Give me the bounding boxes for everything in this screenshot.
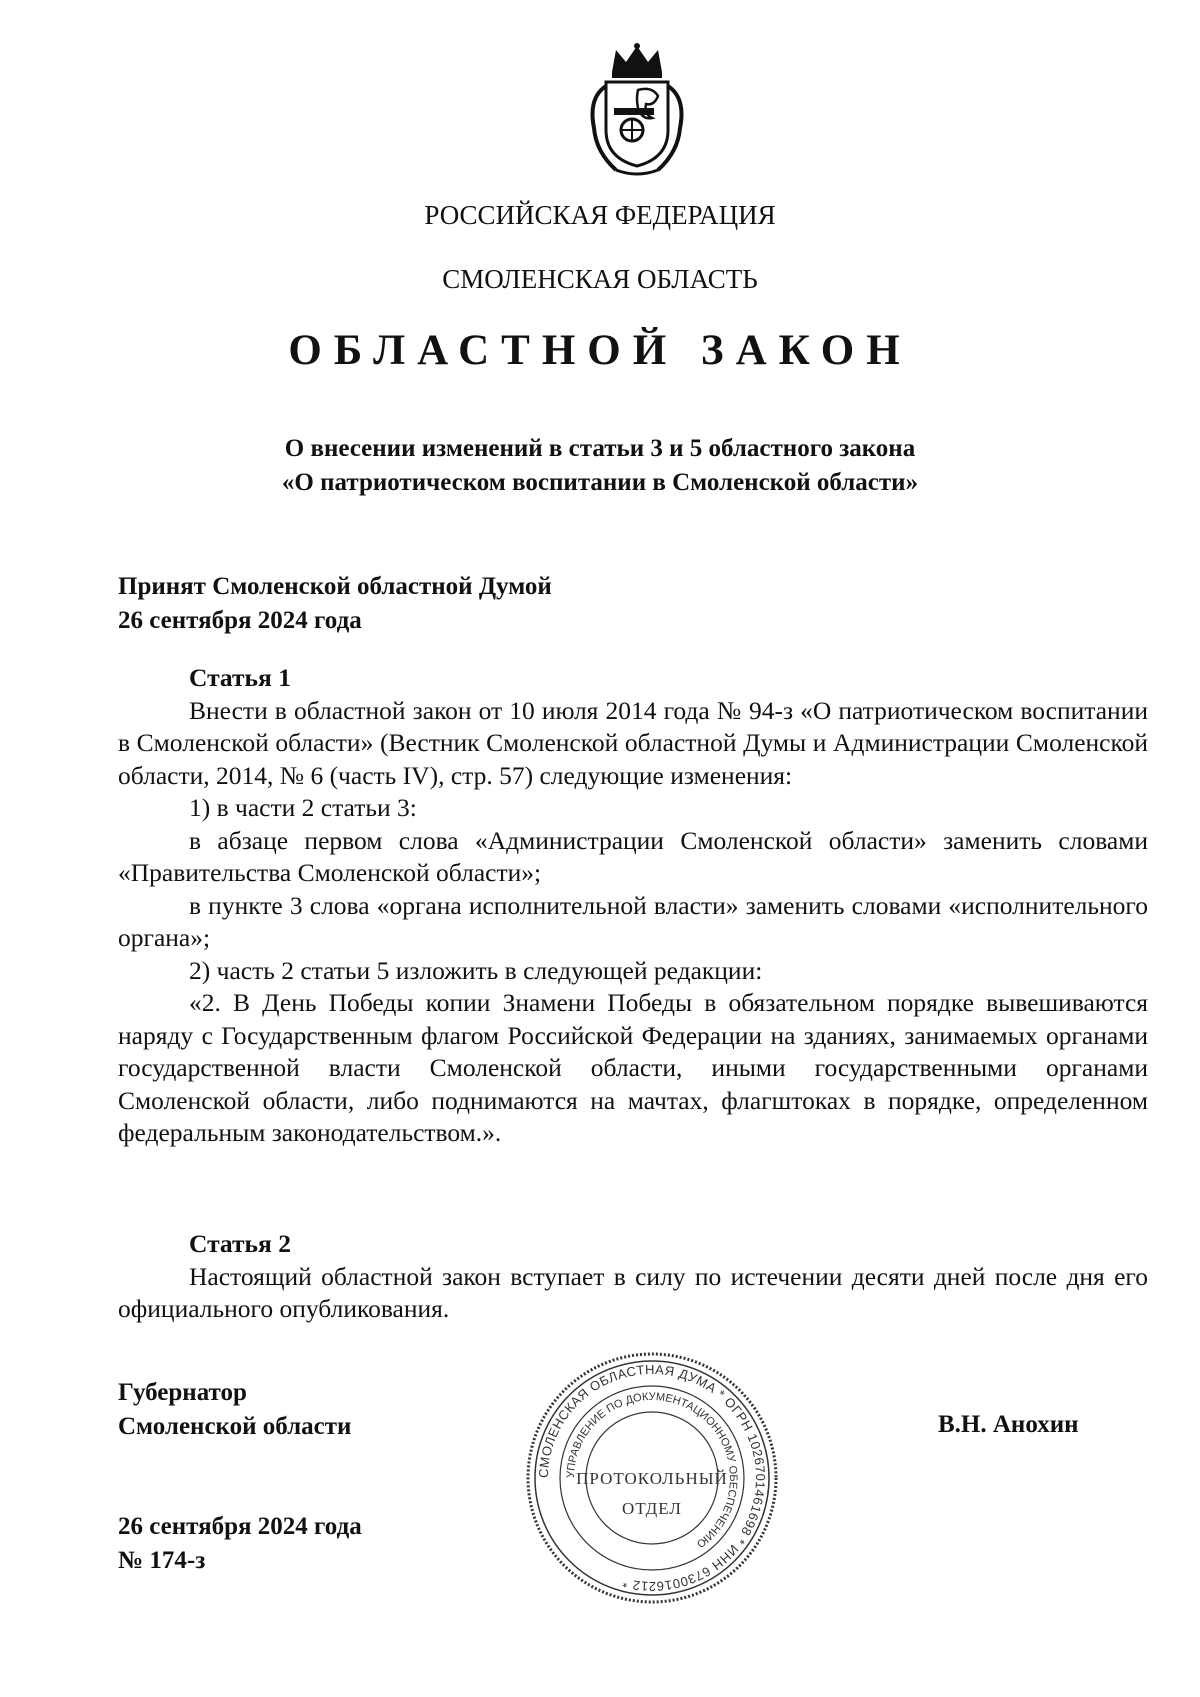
- paragraph: в абзаце первом слова «Администрации Смоленской области» заменить словами «Правительства Смоленской области»;: [118, 825, 1148, 887]
- article-heading: Статья 1: [189, 663, 291, 692]
- paragraph: Настоящий областной закон вступает в силу по истечении десяти дней после дня его официального опубликования.: [118, 1261, 1148, 1323]
- law-subject: [0, 432, 1200, 500]
- signatory-position: [118, 1376, 351, 1444]
- seal-ring-text: СМОЛЕНСКАЯ ОБЛАСТНАЯ ДУМА * ОГРН 1026701461698 * ИНН 6730016212 *: [535, 1361, 769, 1595]
- law-subject-line: О внесении изменений в статьи 3 и 5 областного закона: [284, 435, 916, 462]
- position-line: Смоленской области: [118, 1413, 352, 1440]
- paragraph: «2. В День Победы копии Знамени Победы в обязательном порядке вывешиваются наряду с Государственным флагом Российской Федерации на зданиях, занимаемых органами государственной власти Смоленской области, иными государственными органами Смоленской области, либо поднимаются на мачтах, флагштоках в порядке, определенном федеральным законодательством.».: [118, 988, 1148, 1147]
- smolensk-coat-of-arms-icon: [582, 42, 692, 178]
- article-2: [118, 1228, 1148, 1326]
- signing-date: 26 сентября 2024 года: [118, 1513, 362, 1540]
- adoption-note: [118, 570, 552, 638]
- signing-details: [118, 1510, 362, 1578]
- law-number: № 174-з: [118, 1547, 206, 1574]
- region-name: СМОЛЕНСКАЯ ОБЛАСТЬ: [442, 264, 758, 294]
- adoption-date: 26 сентября 2024 года: [118, 607, 362, 634]
- paragraph: Внести в областной закон от 10 июля 2014 года № 94-з «О патриотическом воспитании в Смоленской области» (Вестник Смоленской областной Думы и Администрации Смоленской области, 2014, № 6 (часть IV), стр. 57) следующие изменения:: [118, 695, 1148, 790]
- document-type-title: ОБЛАСТНОЙ ЗАКОН: [288, 327, 912, 374]
- paragraph: в пункте 3 слова «органа исполнительной власти» заменить словами «исполнительного органа»;: [118, 890, 1148, 952]
- country-name: РОССИЙСКАЯ ФЕДЕРАЦИЯ: [424, 200, 776, 230]
- paragraph: 2) часть 2 статьи 5 изложить в следующей редакции:: [189, 955, 763, 985]
- position-line: Губернатор: [118, 1379, 247, 1406]
- law-subject-line: «О патриотическом воспитании в Смоленской области»: [281, 469, 919, 496]
- adoption-body: Принят Смоленской областной Думой: [118, 573, 552, 600]
- paragraph: 1) в части 2 статьи 3:: [189, 793, 417, 822]
- article-heading: Статья 2: [189, 1229, 291, 1258]
- seal-center-line: ПРОТОКОЛЬНЫЙ: [576, 1469, 728, 1488]
- seal-center-line: ОТДЕЛ: [622, 1499, 682, 1518]
- signatory-name: В.Н. Анохин: [938, 1411, 1079, 1438]
- seal-inner-ring-text: УПРАВЛЕНИЕ ПО ДОКУМЕНТАЦИОННОМУ ОБЕСПЕЧЕНИЮ: [564, 1390, 740, 1550]
- article-1: [118, 662, 1148, 1150]
- seal-center-text: [576, 1464, 728, 1524]
